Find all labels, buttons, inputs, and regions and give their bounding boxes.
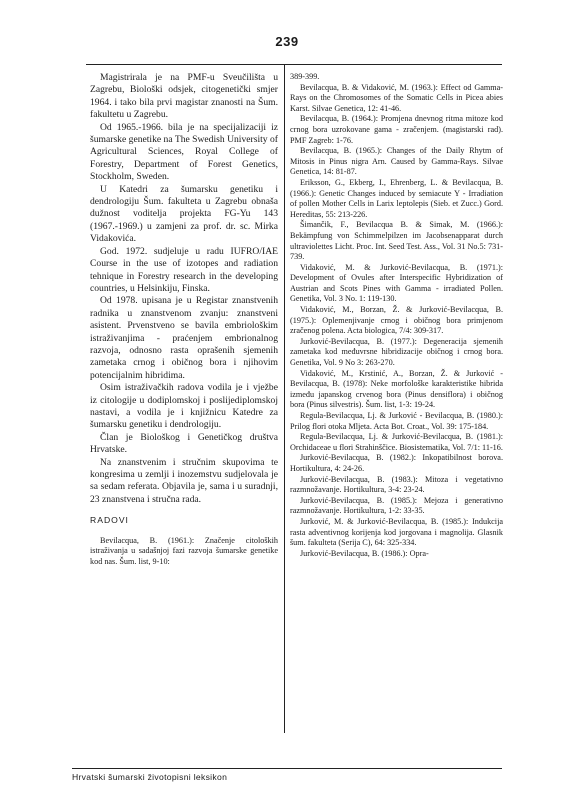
paragraph-iufro-course: God. 1972. sudjeluje u radu IUFRO/IAE Course in the use of izotopes and radiation tehnique in Forestry research in the developing countries, u Helsinkiju, Finska. (90, 245, 278, 294)
footer-title: Hrvatski šumarski životopisni leksikon (72, 772, 228, 782)
reference-item: Bevilacqua, B. (1961.): Značenje citoloških istraživanja u sadašnjoj fazi razvoja šumarske genetike kod nas. Šum. list, 9-10: (90, 535, 278, 566)
reference-item: Jurković-Bevilacqua, B. (1985.): Mejoza i generativno razmnožavanje. Hortikultura, 1-2: 33-35. (290, 495, 503, 516)
paragraph-specialization: Od 1965.-1966. bila je na specijalizaciji iz šumarske genetike na The Swedish University of Agricultural Sciences, Royal College of Forestry, Department of Forest Genetics, Stockholm, Sweden. (90, 121, 278, 183)
reference-item: Jurković-Bevilacqua, B. (1986.): Opra- (300, 548, 429, 558)
reference-item: Bevilacqua, B. & Vidaković, M. (1963.): Effect od Gamma-Rays on the Chromosomes of the Somatic Cells in Picea abies Karst. Silvae Genetica, 12: 41-46. (290, 82, 503, 113)
reference-item: Regula-Bevilacqua, Lj. & Jurković-Bevilacqua, B. (1981.): Orchidaceae u flori Strahinščice. Biosistematika, Vol. 7/1: 11-16. (290, 432, 503, 452)
reference-continuation: 389-399. (290, 72, 320, 81)
reference-item: Bevilacqua, B. (1964.): Promjena dnevnog ritma mitoze kod crnog bora uzrokovane gama - zračenjem. (magistarski rad). PMF Zagreb: 1-76. (290, 114, 503, 145)
paragraph-conferences: Na znanstvenim i stručnim skupovima te kongresima u zemlji i inozemstvu sudjelovala je sa sedam referata. Objavila je, sama i u suradnji, 23 znanstvena i stručna rada. (90, 456, 278, 505)
reference-item: Vidaković, M., Borzan, Ž. & Jurković-Bevilacqua, B. (1975.): Oplemenjivanje crnog i običnog bora primjenom zračenog polena. Acta biologica, 7/4: 309-317. (290, 305, 503, 336)
reference-item: Vidaković, M. & Jurković-Bevilacqua, B. (1971.): Development of Ovules after Interspecific Hybridization of Austrian and Scots Pines with Gamma - irradiated Pollen. Genetika, Vol. 3 No. 1: 119-130. (290, 262, 503, 304)
reference-item: Jurković-Bevilacqua, B. (1982.): Inkopatibilnost borova. Hortikultura, 4: 24-26. (290, 453, 503, 473)
page-number: 239 (275, 34, 299, 49)
reference-item: Regula-Bevilacqua, Lj. & Jurković - Bevilacqua, B. (1980.): Prilog flori otoka Mljeta. Acta Bot. Croat., Vol. 39: 175-184. (290, 411, 503, 431)
reference-item: Jurković, M. & Jurković-Bevilacqua, B. (1985.): Indukcija rasta adventivnog korijenja kod jorgovana i magnolija. Glasnik šum. fakulteta (Serija C), 64: 325-334. (290, 516, 503, 548)
right-column (290, 72, 503, 559)
reference-item: Eriksson, G., Ekberg, I., Ehrenberg, L. & Bevilacqua, B. (1966.): Genetic Changes induced by semiacute Y - Irradiation of pollen Mother Cells in Larix leptolepis (Sieb. et Zucc.) Gord. Hereditas, 55: 213-226. (290, 177, 503, 219)
paragraph-teaching: Osim istraživačkih radova vodila je i vježbe iz citologije u dodiplomskoj i poslijediplomskoj nastavi, a vodila je i knjižnicu Katedre za šumarsku genetiku i dendrologiju. (90, 382, 278, 431)
footer-rule (72, 768, 502, 769)
reference-item: Jurković-Bevilacqua, B. (1977.): Degeneracija sjemenih zametaka kod međuvrsne hibridizacije običnog i crnog bora. Genetika, Vol. 9 No 3: 263-270. (290, 336, 503, 368)
paragraph-project-lead: U Katedri za šumarsku genetiku i dendrologiju Šum. fakulteta u Zagrebu obnaša dužnost voditelja projekta FG-Yu 143 (1967.-1969.) u zamjeni za prof. dr. sc. Mirka Vidakovića. (90, 183, 278, 245)
section-heading-radovi: RADOVI (90, 515, 129, 526)
paragraph-membership: Član je Biološkog i Genetičkog društva Hrvatske. (90, 431, 278, 456)
header-rule (86, 64, 502, 65)
paragraph-masters-degree: Magistrirala je na PMF-u Sveučilišta u Zagrebu, Biološki odsjek, citogenetički smjer 1964. i tako bila prvi magistar znanosti na Šum. fakultetu u Zagrebu. (90, 72, 278, 121)
paragraph-research-register: Od 1978. upisana je u Registar znanstvenih radnika u znanstvenom zvanju: znanstveni asistent. Prvenstveno se bavila embriološkim istraživanjima - praćenjem embrionalnog razvoja, odnosno rasta oprašenih sjemenih zametaka crnog i običnog bora i njihovim potencijalnim hibridima. (90, 295, 278, 381)
left-column (90, 72, 278, 567)
column-separator (284, 65, 285, 733)
reference-item: Vidaković, M., Krstinić, A., Borzan, Ž. & Jurković - Bevilacqua, B. (1978): Neke morfološke karakteristike hibrida između japanskog crvenog bora (Pinus densiflora) i običnog bora (Pinus silvestris). Šum. list, 1-3: 19-24. (290, 368, 503, 410)
reference-item: Bevilacqua, B. (1965.): Changes of the Daily Rhytm of Mitosis in Pinus nigra Arn. Caused by Gamma-Rays. Silvae Genetica, 14: 81-87. (290, 146, 503, 177)
reference-item: Šimančik, F., Bevilacqua B. & Simak, M. (1966.): Bekämpfung von Schimmelpilzen im Jacobsenapparat durch ultraviolettes Licht. Proc. Int. Seed Test. Ass., Vol. 31 No.5: 731-739. (290, 220, 503, 262)
reference-item: Jurković-Bevilacqua, B. (1983.): Mitoza i vegetativno razmnožavanje. Hortikultura, 3-4: 23-24. (290, 474, 503, 495)
